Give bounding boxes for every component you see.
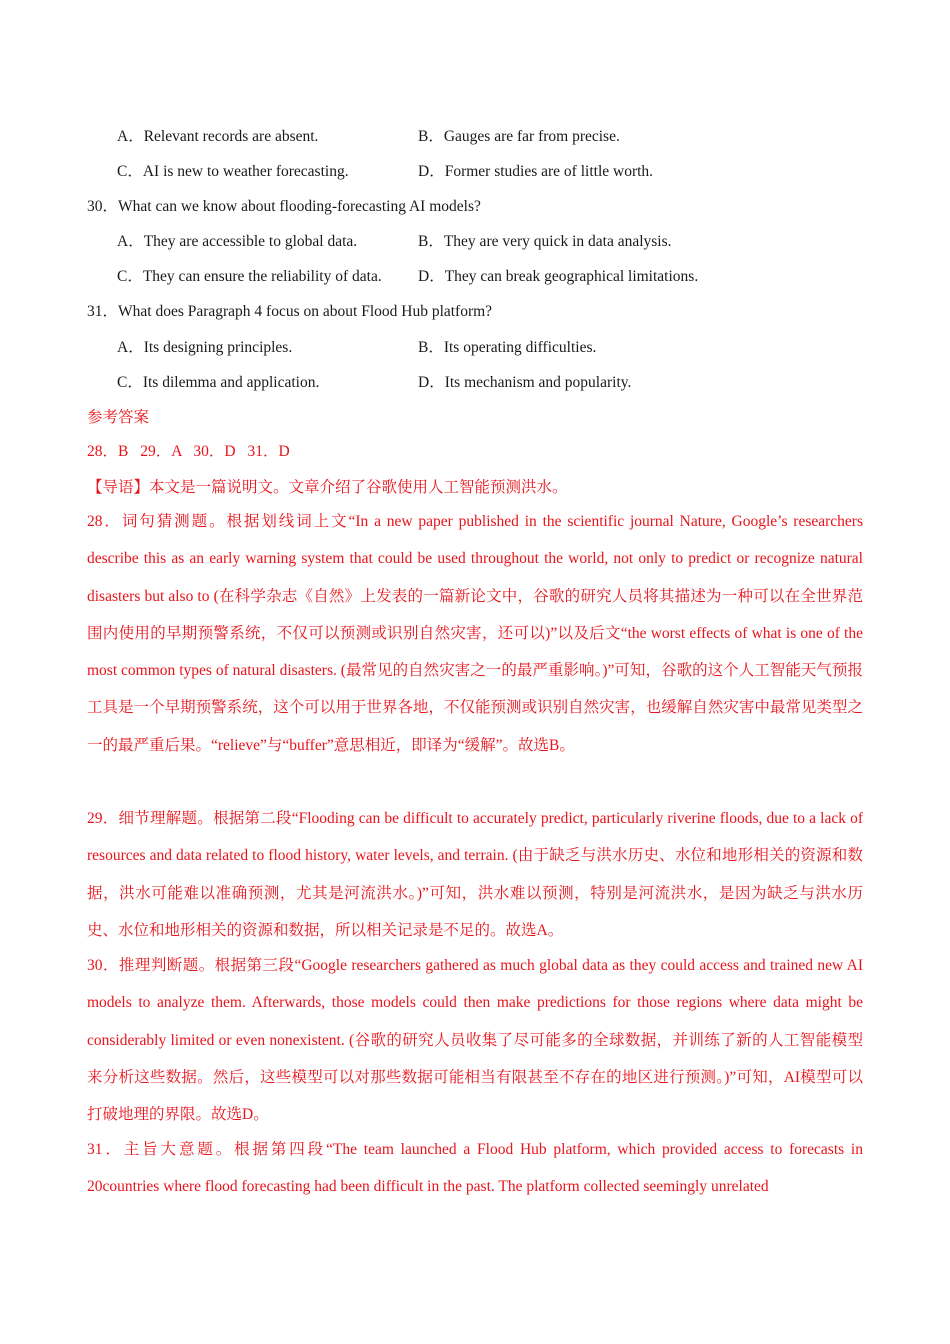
q31-stem: 31．What does Paragraph 4 focus on about Flood Hub platform?: [87, 303, 493, 320]
answer-key: 28．B 29．A 30．D 31．D: [87, 443, 290, 460]
q31-option-b: B．Its operating difficulties.: [418, 339, 597, 356]
q31-option-d: D．Its mechanism and popularity.: [418, 374, 632, 391]
explanation-30: 30．推理判断题。根据第三段“Google researchers gathered as much global data as they could access and trained new AI models to analyze them. Afterwards, those models could then make predictions for those regions where data might be considerably limited or even nonexistent. (谷歌的研究人员收集了尽可能多的全球数据，并训练了新的人工智能模型来分析这些数据。然后，这些模型可以对那些数据可能相当有限甚至不存在的地区进行预测。)”可知，AI模型可以打破地理的界限。故选D。: [87, 957, 863, 1124]
q30-option-a: A．They are accessible to global data.: [117, 233, 358, 250]
q31-option-a: A．Its designing principles.: [117, 339, 293, 356]
q30-option-d: D．They can break geographical limitations.: [418, 268, 699, 285]
q29-option-b: B．Gauges are far from precise.: [418, 128, 620, 145]
q29-option-c: C．AI is new to weather forecasting.: [117, 163, 349, 180]
answer-heading: 参考答案: [87, 409, 150, 426]
q30-option-b: B．They are very quick in data analysis.: [418, 233, 672, 250]
q31-option-c: C．Its dilemma and application.: [117, 374, 320, 391]
q29-option-d: D．Former studies are of little worth.: [418, 163, 654, 180]
explanation-28: 28．词句猜测题。根据划线词上文“In a new paper published in the scientific journal Nature, Google’s researchers describe this as an early warning system that could be used throughout the world, not only to predict or recognize natural disasters but also to (在科学杂志《自然》上发表的一篇新论文中，谷歌的研究人员将其描述为一种可以在全世界范围内使用的早期预警系统，不仅可以预测或识别自然灾害，还可以)”以及后文“the worst effects of what is one of the most common types of natural disasters. (最常见的自然灾害之一的最严重影响。)”可知，谷歌的这个人工智能天气预报工具是一个早期预警系统，这个可以用于世界各地，不仅能预测或识别自然灾害，也缓解自然灾害中最常见类型之一的最严重后果。“relieve”与“buffer”意思相近，即译为“缓解”。故选B。: [87, 513, 863, 754]
passage-intro: 【导语】本文是一篇说明文。文章介绍了谷歌使用人工智能预测洪水。: [87, 479, 568, 496]
q29-option-a: A．Relevant records are absent.: [117, 128, 319, 145]
q30-option-c: C．They can ensure the reliability of data.: [117, 268, 382, 285]
explanation-29: 29．细节理解题。根据第二段“Flooding can be difficult to accurately predict, particularly riverine floods, due to a lack of resources and data related to flood history, water levels, and terrain. (由于缺乏与洪水历史、水位和地形相关的资源和数据，洪水可能难以准确预测，尤其是河流洪水。)”可知，洪水难以预测，特别是河流洪水，是因为缺乏与洪水历史、水位和地形相关的资源和数据，所以相关记录是不足的。故选A。: [87, 810, 863, 939]
explanation-31: 31．主旨大意题。根据第四段“The team launched a Flood Hub platform, which provided access to forecasts in 20countries where flood forecasting had been difficult in the past. The platform collected seemingly unrelated: [87, 1141, 863, 1196]
q30-stem: 30．What can we know about flooding-forecasting AI models?: [87, 198, 481, 215]
